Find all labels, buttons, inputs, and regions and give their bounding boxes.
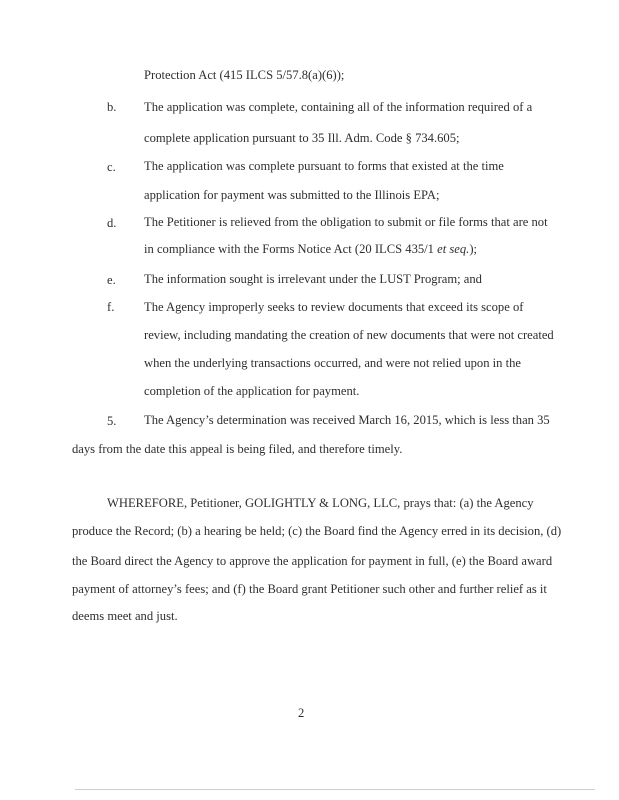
- item-b-line-1: The application was complete, containing all of the information required of a: [144, 100, 533, 114]
- continuation-line: Protection Act (415 ILCS 5/57.8(a)(6));: [144, 68, 345, 82]
- page-number: 2: [298, 706, 305, 720]
- item-label-e: e.: [107, 273, 116, 287]
- item-f-line-3: when the underlying transactions occurred, and were not relied upon in the: [144, 356, 521, 370]
- item-f-line-4: completion of the application for payment.: [144, 384, 360, 398]
- scan-edge-line: [75, 789, 595, 790]
- item-d-line-1: The Petitioner is relieved from the obligation to submit or file forms that are not: [144, 215, 548, 229]
- item-d-line-2-text: in compliance with the Forms Notice Act (20 ILCS 435/1: [144, 242, 438, 256]
- wherefore-line-5: deems meet and just.: [72, 609, 178, 623]
- item-label-b: b.: [107, 100, 117, 114]
- wherefore-line-2: produce the Record; (b) a hearing be held; (c) the Board find the Agency erred in its decision, (d): [72, 524, 562, 538]
- para-5-line-1: The Agency’s determination was received March 16, 2015, which is less than 35: [144, 413, 550, 427]
- item-label-f: f.: [107, 300, 115, 314]
- item-d-line-2-end: );: [469, 242, 478, 256]
- item-f-line-1: The Agency improperly seeks to review documents that exceed its scope of: [144, 300, 524, 314]
- item-b-line-2: complete application pursuant to 35 Ill. Adm. Code § 734.605;: [144, 131, 460, 145]
- item-label-c: c.: [107, 160, 116, 174]
- para-5-number: 5.: [107, 414, 117, 428]
- para-5-line-2: days from the date this appeal is being filed, and therefore timely.: [72, 442, 403, 456]
- item-c-line-1: The application was complete pursuant to forms that existed at the time: [144, 159, 504, 173]
- wherefore-line-3: the Board direct the Agency to approve the application for payment in full, (e) the Board award: [72, 554, 553, 568]
- wherefore-line-4: payment of attorney’s fees; and (f) the Board grant Petitioner such other and further relief as it: [72, 582, 547, 596]
- item-label-d: d.: [107, 216, 117, 230]
- et-seq-italic: et seq.: [437, 242, 470, 256]
- item-c-line-2: application for payment was submitted to the Illinois EPA;: [144, 188, 440, 202]
- item-f-line-2: review, including mandating the creation of new documents that were not created: [144, 328, 554, 342]
- wherefore-line-1: WHEREFORE, Petitioner, GOLIGHTLY & LONG, LLC, prays that: (a) the Agency: [107, 496, 534, 510]
- item-e-line-1: The information sought is irrelevant under the LUST Program; and: [144, 272, 482, 286]
- item-d-line-2: [144, 242, 477, 257]
